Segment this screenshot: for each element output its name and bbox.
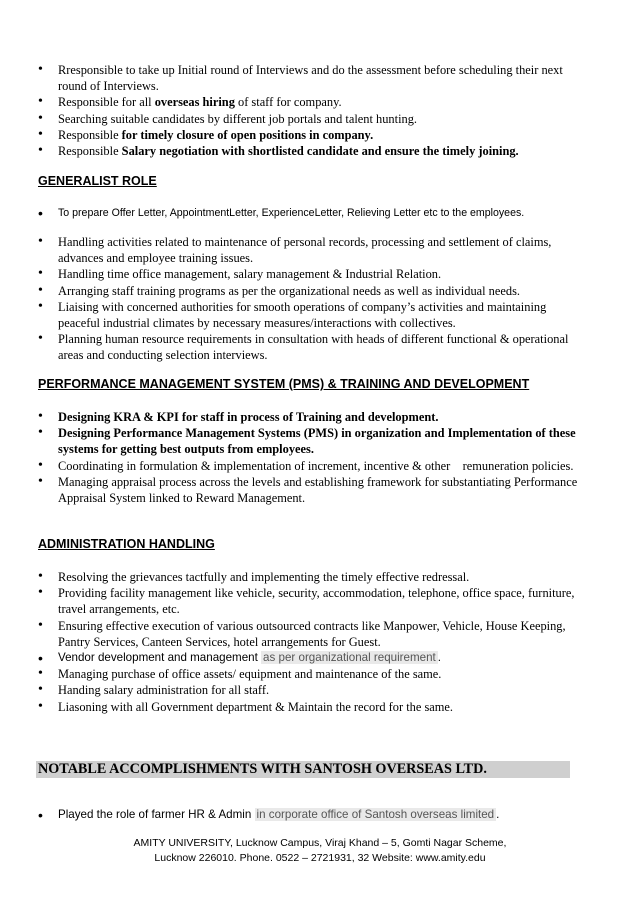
list-item: • Managing purchase of office assets/ equipment and maintenance of the same.	[38, 666, 578, 682]
list-item: • Responsible Salary negotiation with shortlisted candidate and ensure the timely joining.	[38, 143, 578, 159]
list-item: • To prepare Offer Letter, AppointmentLetter, ExperienceLetter, Relieving Letter etc to the employees.	[38, 206, 578, 221]
list-item: • Played the role of farmer HR & Admin in corporate office of Santosh overseas limited .	[38, 807, 578, 823]
list-item: • Liasoning with all Government department & Maintain the record for the same.	[38, 699, 578, 715]
pms-list	[38, 409, 578, 506]
section-heading-administration: ADMINISTRATION HANDLING	[38, 537, 215, 551]
list-item: • Responsible for timely closure of open positions in company.	[38, 127, 578, 143]
list-item: • Planning human resource requirements in consultation with heads of different functional & operational areas and conducting selection interviews.	[38, 331, 578, 363]
list-item: • Vendor development and management as per organizational requirement .	[38, 650, 578, 666]
list-item: • Handling activities related to maintenance of personal records, processing and settlement of claims, advances and employee training issues.	[38, 234, 578, 266]
highlighted-text: in corporate office of Santosh overseas limited	[256, 808, 495, 821]
generalist-intro-list	[38, 206, 578, 221]
list-item: • Coordinating in formulation & implementation of increment, incentive & other remuneration policies.	[38, 458, 578, 474]
highlighted-text: as per organizational requirement	[263, 651, 436, 665]
list-item: • Designing Performance Management Systems (PMS) in organization and Implementation of these systems for getting best outputs from employees.	[38, 425, 578, 457]
generalist-list	[38, 234, 578, 364]
section-heading-accomplishments: NOTABLE ACCOMPLISHMENTS WITH SANTOSH OVERSEAS LTD.	[36, 761, 570, 778]
accomplishments-list	[38, 807, 578, 823]
list-item: • Handling time office management, salary management & Industrial Relation.	[38, 266, 578, 282]
list-item: • Arranging staff training programs as per the organizational needs as well as individual needs.	[38, 283, 578, 299]
list-item: • Ensuring effective execution of various outsourced contracts like Manpower, Vehicle, House Keeping, Pantry Services, Canteen Services, hotel arrangements for Guest.	[38, 618, 578, 650]
footer-address-line: AMITY UNIVERSITY, Lucknow Campus, Viraj Khand – 5, Gomti Nagar Scheme,	[133, 837, 507, 849]
page-footer	[100, 836, 540, 866]
section-heading-pms: PERFORMANCE MANAGEMENT SYSTEM (PMS) & TRAINING AND DEVELOPMENT	[38, 377, 530, 391]
recruitment-list	[38, 62, 578, 159]
list-item: • Handing salary administration for all staff.	[38, 682, 578, 698]
list-item: • Responsible for all overseas hiring of staff for company.	[38, 94, 578, 110]
list-item: • Managing appraisal process across the levels and establishing framework for substantiating Performance Appraisal System linked to Reward Management.	[38, 474, 578, 506]
list-item: • Resolving the grievances tactfully and implementing the timely effective redressal.	[38, 569, 578, 585]
list-item: • Liaising with concerned authorities for smooth operations of company’s activities and maintaining peaceful industrial climates by necessary measures/interactions with collectives.	[38, 299, 578, 331]
list-item: • Searching suitable candidates by different job portals and talent hunting.	[38, 111, 578, 127]
list-item: • Providing facility management like vehicle, security, accommodation, telephone, office space, furniture, travel arrangements, etc.	[38, 585, 578, 617]
list-item: • Rresponsible to take up Initial round of Interviews and do the assessment before scheduling their next round of Interviews.	[38, 62, 578, 94]
section-heading-generalist: GENERALIST ROLE	[38, 174, 157, 188]
list-item: • Designing KRA & KPI for staff in process of Training and development.	[38, 409, 578, 425]
administration-list	[38, 569, 578, 715]
footer-contact-line: Lucknow 226010. Phone. 0522 – 2721931, 32 Website: www.amity.edu	[154, 852, 486, 864]
